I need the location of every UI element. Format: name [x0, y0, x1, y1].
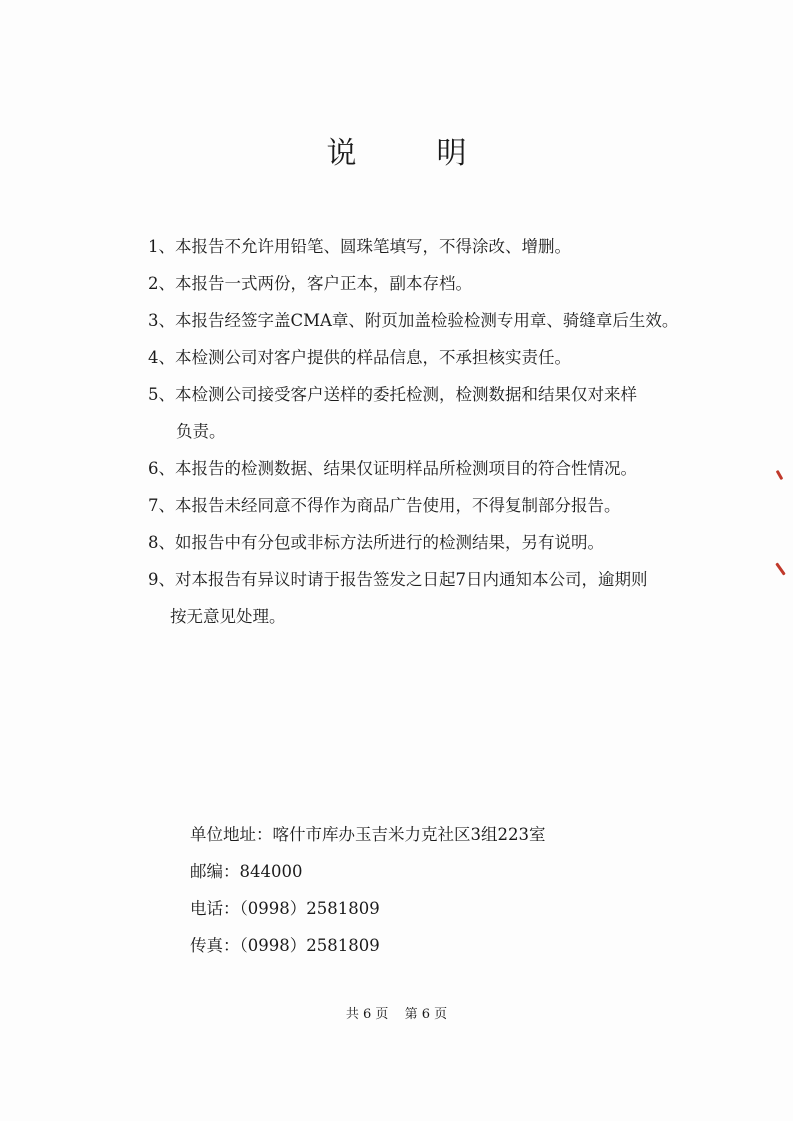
page-total: 共 6 页 [345, 1007, 389, 1022]
note-line: 1、本报告不允许用铅笔、圆珠笔填写，不得涂改、增删。 [148, 237, 571, 256]
note-line: 6、本报告的检测数据、结果仅证明样品所检测项目的符合性情况。 [148, 459, 637, 478]
note-item-8 [148, 524, 748, 561]
note-item-5 [148, 376, 748, 450]
note-line: 3、本报告经签字盖CMA章、附页加盖检验检测专用章、骑缝章后生效。 [148, 311, 679, 330]
contact-block [190, 816, 546, 964]
note-item-6 [148, 450, 748, 487]
contact-address: 单位地址：喀什市库办玉吉米力克社区3组223室 [190, 825, 546, 844]
note-line: 7、本报告未经同意不得作为商品广告使用，不得复制部分报告。 [148, 496, 621, 515]
seal-mark-bottom [775, 562, 785, 575]
note-item-2 [148, 265, 748, 302]
note-item-1 [148, 228, 748, 265]
note-line: 5、本检测公司接受客户送样的委托检测，检测数据和结果仅对来样 [148, 385, 637, 404]
note-line: 2、本报告一式两份，客户正本，副本存档。 [148, 274, 472, 293]
page-title [0, 128, 793, 172]
note-item-3 [148, 302, 748, 339]
page-footer [0, 1003, 793, 1022]
contact-fax: 传真：（0998）2581809 [190, 936, 380, 955]
note-line: 9、对本报告有异议时请于报告签发之日起7日内通知本公司，逾期则 [148, 570, 648, 589]
note-item-9 [148, 561, 748, 635]
contact-postcode: 邮编：844000 [190, 862, 303, 881]
note-item-7 [148, 487, 748, 524]
seal-mark-top [776, 470, 784, 480]
note-line-continuation: 负责。 [176, 422, 226, 441]
notes-list [148, 228, 748, 635]
title-char-2: 明 [436, 136, 467, 171]
note-line: 4、本检测公司对客户提供的样品信息，不承担核实责任。 [148, 348, 571, 367]
contact-phone: 电话：（0998）2581809 [190, 899, 380, 918]
title-char-1: 说 [326, 136, 357, 171]
page-current: 第 6 页 [404, 1007, 448, 1022]
note-line: 8、如报告中有分包或非标方法所进行的检测结果，另有说明。 [148, 533, 604, 552]
note-line-continuation: 按无意见处理。 [170, 607, 286, 626]
note-item-4 [148, 339, 748, 376]
